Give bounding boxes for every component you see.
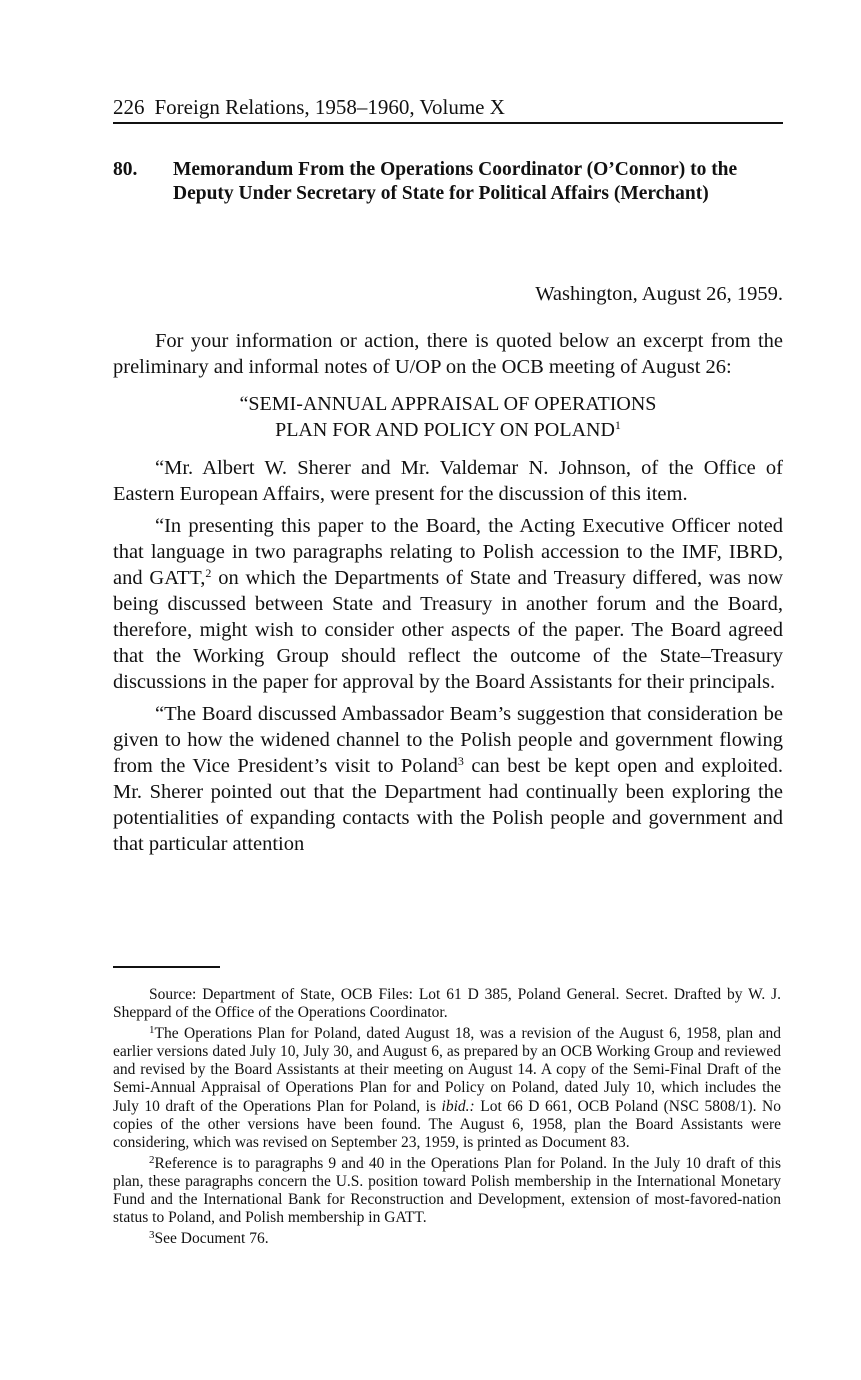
paragraph-3-text-a: “The Board discussed Ambassador Beam’s suggestion that consideration be given to how the widened channel to the Polish people and government flowing from the Vice President’s visit to Poland: [113, 703, 783, 777]
footnote-2-mark: 2: [149, 1153, 155, 1166]
paragraph-1: “Mr. Albert W. Sherer and Mr. Valdemar N. Johnson, of the Office of Eastern European Affairs, were present for the discussion of this item.: [113, 457, 783, 505]
running-head-title: Foreign Relations, 1958–1960, Volume X: [154, 95, 505, 119]
paragraph-3: [113, 701, 783, 857]
paragraph-2-text-a: “In presenting this paper to the Board, the Acting Executive Officer noted that language in two paragraphs relating to Polish accession to the IMF, IBRD, and GATT,: [113, 515, 783, 589]
quoted-subheading: [113, 392, 783, 443]
dateline: Washington, August 26, 1959.: [535, 283, 783, 305]
subheading-line-2: [113, 418, 783, 444]
footnote-divider: [113, 966, 220, 968]
footnote-1-mark: 1: [149, 1024, 155, 1037]
document-number: 80.: [113, 159, 138, 180]
footnote-1: [113, 1025, 781, 1152]
paragraph-3-text-b: can best be kept open and exploited. Mr. Sherer pointed out that the Department had continually been exploring the potentialities of expanding contacts with the Polish people and government and that particular attention: [113, 755, 783, 855]
footnote-3-mark: 3: [149, 1229, 155, 1242]
intro-paragraph: For your information or action, there is quoted below an excerpt from the preliminary and informal notes of U/OP on the OCB meeting of August 26:: [113, 330, 783, 378]
document-title: Memorandum From the Operations Coordinator (O’Connor) to the Deputy Under Secretary of State for Political Affairs (Merchant): [173, 159, 738, 204]
footnote-1-text-a: The Operations Plan for Poland, dated August 18, was a revision of the August 6, 1958, plan and earlier versions dated July 10, July 30, and August 6, as prepared by an OCB Working Group and reviewed and revised by the Board Assistants at their meeting on August 14. A copy of the Semi-Final Draft of the Semi-Annual Appraisal of Operations Plan for and Policy on Poland, dated July 10, which includes the July 10 draft of the Operations Plan for Poland, is: [113, 1025, 781, 1115]
footnote-ref-2[interactable]: 2: [205, 566, 212, 580]
document-heading: [113, 158, 783, 206]
paragraph-2-text-b: on which the Departments of State and Treasury differed, was now being discussed between State and Treasury in another forum and the Board, therefore, might wish to consider other aspects of the paper. The Board agreed that the Working Group should reflect the outcome of the State–Treasury discussions in the paper for approval by the Board Assistants for their principals.: [113, 567, 783, 693]
footnote-3: [113, 1230, 781, 1248]
body-text: [113, 328, 783, 863]
footnote-1-text-b: Lot 66 D 661, OCB Poland (NSC 5808/1). No copies of the other versions have been found. The August 6, 1958, plan the Board Assistants were considering, which was revised on September 23, 1959, is printed as Document 83.: [113, 1097, 781, 1151]
footnote-2: [113, 1155, 781, 1227]
running-head: [113, 92, 783, 124]
footnote-3-text: See Document 76.: [154, 1230, 269, 1248]
subheading-line-1: “SEMI-ANNUAL APPRAISAL OF OPERATIONS: [239, 393, 657, 415]
paragraph-2: [113, 513, 783, 695]
footnote-1-ibid: ibid.:: [441, 1097, 475, 1115]
subheading-line-2-text: PLAN FOR AND POLICY ON POLAND: [275, 418, 615, 441]
footnote-ref-3[interactable]: 3: [457, 754, 464, 768]
source-note: Source: Department of State, OCB Files: Lot 61 D 385, Poland General. Secret. Drafted by W. J. Sheppard of the Office of the Operations Coordinator.: [113, 986, 781, 1022]
page-number: 226: [113, 95, 145, 119]
footnotes: [113, 986, 781, 1251]
footnote-ref-1[interactable]: 1: [614, 417, 621, 432]
footnote-2-text: Reference is to paragraphs 9 and 40 in the Operations Plan for Poland. In the July 10 draft of this plan, these paragraphs concern the U.S. position toward Polish membership in the International Monetary Fund and the International Bank for Reconstruction and Development, extension of most-favored-nation status to Poland, and Polish membership in GATT.: [113, 1154, 781, 1227]
